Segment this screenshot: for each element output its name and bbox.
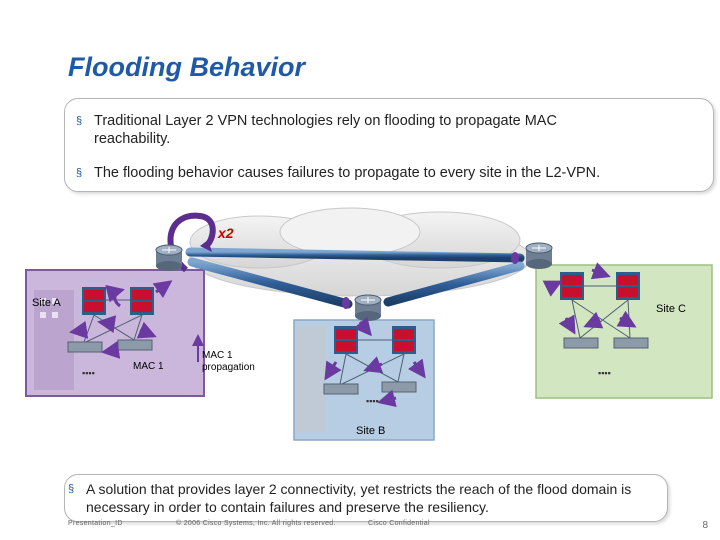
router-pe-b-icon — [355, 295, 381, 321]
svg-text:▪▪▪▪: ▪▪▪▪ — [598, 368, 611, 378]
svg-text:▪▪▪▪: ▪▪▪▪ — [366, 396, 379, 406]
mac1-label: MAC 1 — [133, 361, 164, 372]
site-b-label: Site B — [356, 425, 386, 437]
x2-label: x2 — [218, 225, 234, 241]
footer-copyright: © 2006 Cisco Systems, Inc. All rights reserved. — [176, 520, 336, 527]
bullet-marker: § — [76, 115, 83, 127]
slide-title: Flooding Behavior — [68, 52, 306, 82]
bullet-text: The flooding behavior causes failures to propagate to every site in the L2-VPN. — [94, 165, 601, 181]
bullet-text: Traditional Layer 2 VPN technologies rely on flooding to propagate MAC reachability. — [94, 113, 557, 147]
site-c-label: Site C — [656, 303, 686, 315]
mac1-propagation-line2: propagation — [202, 362, 255, 373]
mac1-propagation-line1: MAC 1 — [202, 350, 233, 361]
bullet-text: A solution that provides layer 2 connectivity, yet restricts the reach of the flood domain is necessary in order to contain failures and preserve the resiliency. — [86, 481, 632, 515]
footer-confidential: Cisco Confidential — [368, 520, 430, 527]
footer-presentation-id: Presentation_ID — [68, 520, 123, 527]
svg-text:▪▪▪▪: ▪▪▪▪ — [82, 368, 95, 378]
page-number: 8 — [702, 520, 708, 531]
bullet-solution — [68, 480, 654, 516]
site-a-group — [26, 270, 204, 396]
site-a-label: Site A — [32, 297, 61, 309]
bullet-marker: § — [76, 167, 83, 179]
router-pe-a-icon — [156, 245, 182, 271]
router-pe-c-icon — [526, 243, 552, 269]
bullet-marker: § — [68, 483, 75, 495]
